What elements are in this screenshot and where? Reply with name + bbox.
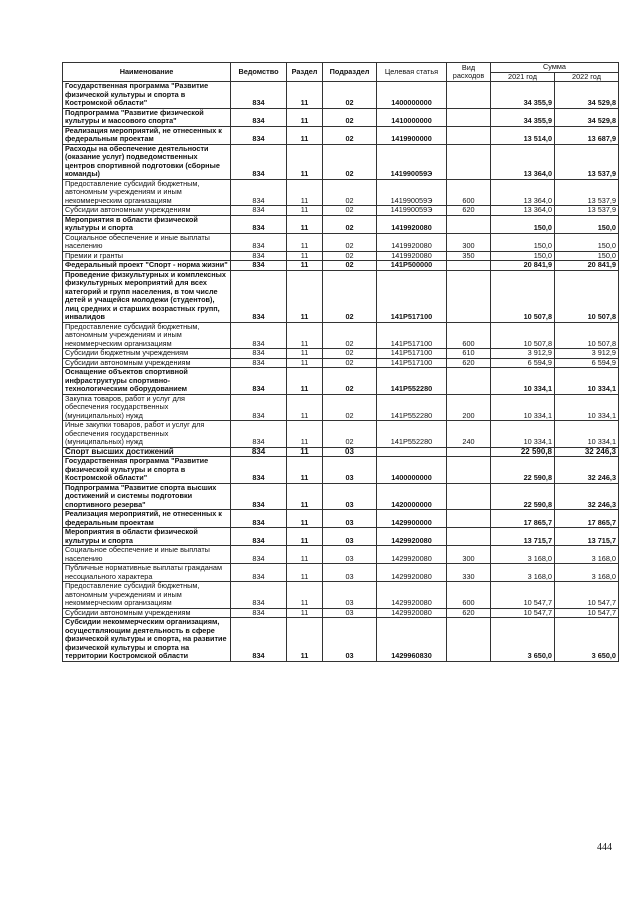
row-subsection: 03	[323, 510, 377, 528]
row-subsection: 03	[323, 582, 377, 609]
table-row	[63, 483, 619, 510]
table-row	[63, 206, 619, 216]
row-dept: 834	[231, 126, 287, 144]
row-dept: 834	[231, 270, 287, 322]
row-kind	[447, 108, 491, 126]
table-row	[63, 510, 619, 528]
row-sum-2021: 3 168,0	[491, 546, 555, 564]
page-number: 444	[597, 842, 612, 853]
row-sum-2021: 13 715,7	[491, 528, 555, 546]
row-kind: 620	[447, 206, 491, 216]
table-row	[63, 261, 619, 271]
row-dept: 834	[231, 144, 287, 179]
row-article: 1419920080	[377, 215, 447, 233]
row-name: Субсидии автономным учреждениям	[63, 206, 231, 216]
row-subsection: 02	[323, 322, 377, 349]
row-article	[377, 447, 447, 457]
row-subsection: 03	[323, 564, 377, 582]
row-article: 1420000000	[377, 483, 447, 510]
row-dept: 834	[231, 206, 287, 216]
row-article: 141P552280	[377, 421, 447, 448]
row-kind: 300	[447, 233, 491, 251]
row-sum-2022: 32 246,3	[555, 457, 619, 484]
table-row	[63, 457, 619, 484]
row-section: 11	[287, 483, 323, 510]
header-section: Раздел	[287, 63, 323, 82]
row-section: 11	[287, 108, 323, 126]
row-dept: 834	[231, 394, 287, 421]
row-name: Подпрограмма "Развитие физической культуры и массового спорта"	[63, 108, 231, 126]
row-subsection: 02	[323, 251, 377, 261]
row-name: Мероприятия в области физической культуры и спорта	[63, 215, 231, 233]
row-article: 141P517100	[377, 322, 447, 349]
row-section: 11	[287, 608, 323, 618]
budget-table	[62, 62, 619, 662]
header-year-2021: 2021 год	[491, 72, 555, 82]
row-article: 1429920080	[377, 528, 447, 546]
row-sum-2021: 3 168,0	[491, 564, 555, 582]
row-section: 11	[287, 349, 323, 359]
row-sum-2022: 6 594,9	[555, 358, 619, 368]
row-section: 11	[287, 546, 323, 564]
table-row	[63, 233, 619, 251]
row-article: 1429900000	[377, 510, 447, 528]
row-name: Закупка товаров, работ и услуг для обеспечения государственных (муниципальных) нужд	[63, 394, 231, 421]
row-sum-2021: 13 364,0	[491, 206, 555, 216]
row-subsection: 02	[323, 394, 377, 421]
row-name: Публичные нормативные выплаты гражданам несоциального характера	[63, 564, 231, 582]
row-subsection: 02	[323, 261, 377, 271]
table-row	[63, 322, 619, 349]
table-row	[63, 270, 619, 322]
row-article: 1429920080	[377, 546, 447, 564]
row-kind	[447, 447, 491, 457]
table-row	[63, 358, 619, 368]
table-row	[63, 421, 619, 448]
row-dept: 834	[231, 261, 287, 271]
row-section: 11	[287, 618, 323, 662]
row-subsection: 02	[323, 82, 377, 109]
row-subsection: 02	[323, 368, 377, 395]
row-kind: 240	[447, 421, 491, 448]
row-section: 11	[287, 582, 323, 609]
row-kind: 620	[447, 358, 491, 368]
row-dept: 834	[231, 322, 287, 349]
row-dept: 834	[231, 546, 287, 564]
header-sum: Сумма	[491, 63, 619, 73]
header-name: Наименование	[63, 63, 231, 82]
row-name: Предоставление субсидий бюджетным, автономным учреждениям и иным некоммерческим организациям	[63, 582, 231, 609]
row-section: 11	[287, 251, 323, 261]
row-name: Социальное обеспечение и иные выплаты населению	[63, 546, 231, 564]
table-row	[63, 608, 619, 618]
row-subsection: 02	[323, 421, 377, 448]
row-subsection: 03	[323, 608, 377, 618]
row-name: Субсидии автономным учреждениям	[63, 358, 231, 368]
row-kind: 200	[447, 394, 491, 421]
row-kind: 620	[447, 608, 491, 618]
row-sum-2022: 13 537,9	[555, 179, 619, 206]
row-sum-2022: 10 547,7	[555, 582, 619, 609]
row-section: 11	[287, 447, 323, 457]
table-row	[63, 108, 619, 126]
row-name: Подпрограмма "Развитие спорта высших достижений и системы подготовки спортивного резерва"	[63, 483, 231, 510]
row-sum-2021: 150,0	[491, 251, 555, 261]
row-sum-2022: 10 334,1	[555, 421, 619, 448]
row-dept: 834	[231, 179, 287, 206]
row-name: Реализация мероприятий, не отнесенных к федеральным проектам	[63, 126, 231, 144]
row-section: 11	[287, 144, 323, 179]
row-sum-2022: 3 168,0	[555, 564, 619, 582]
row-article: 141990059Э	[377, 179, 447, 206]
row-kind: 610	[447, 349, 491, 359]
row-sum-2021: 22 590,8	[491, 457, 555, 484]
row-subsection: 03	[323, 457, 377, 484]
row-sum-2022: 32 246,3	[555, 483, 619, 510]
row-section: 11	[287, 261, 323, 271]
table-row	[63, 564, 619, 582]
row-article: 141P517100	[377, 349, 447, 359]
table-body	[63, 82, 619, 662]
row-name: Проведение физкультурных и комплексных физкультурных мероприятий для всех категорий и групп населения, в том числе детей и учащейся молодежи (студентов), лиц средних и старших возрастных групп, инвалидов	[63, 270, 231, 322]
row-kind: 600	[447, 322, 491, 349]
row-sum-2022: 13 687,9	[555, 126, 619, 144]
row-subsection: 02	[323, 215, 377, 233]
row-sum-2021: 10 547,7	[491, 608, 555, 618]
row-sum-2022: 150,0	[555, 215, 619, 233]
row-kind	[447, 215, 491, 233]
row-dept: 834	[231, 251, 287, 261]
row-kind: 350	[447, 251, 491, 261]
row-sum-2022: 3 650,0	[555, 618, 619, 662]
row-sum-2022: 150,0	[555, 251, 619, 261]
row-article: 141P517100	[377, 270, 447, 322]
row-subsection: 02	[323, 206, 377, 216]
row-section: 11	[287, 270, 323, 322]
row-article: 1400000000	[377, 82, 447, 109]
row-name: Федеральный проект "Спорт - норма жизни"	[63, 261, 231, 271]
row-name: Субсидии бюджетным учреждениям	[63, 349, 231, 359]
row-sum-2022: 32 246,3	[555, 447, 619, 457]
row-article: 141990059Э	[377, 144, 447, 179]
row-article: 1429920080	[377, 564, 447, 582]
row-sum-2022: 10 547,7	[555, 608, 619, 618]
row-kind: 600	[447, 179, 491, 206]
table-row	[63, 349, 619, 359]
row-section: 11	[287, 179, 323, 206]
row-dept: 834	[231, 349, 287, 359]
table-row	[63, 368, 619, 395]
row-kind	[447, 144, 491, 179]
row-name: Оснащение объектов спортивной инфраструктуры спортивно-технологическим оборудованием	[63, 368, 231, 395]
row-dept: 834	[231, 483, 287, 510]
header-subsection: Подраздел	[323, 63, 377, 82]
row-dept: 834	[231, 368, 287, 395]
row-article: 1429920080	[377, 582, 447, 609]
row-sum-2021: 150,0	[491, 215, 555, 233]
row-article: 141P552280	[377, 394, 447, 421]
row-kind: 600	[447, 582, 491, 609]
row-sum-2022: 13 537,9	[555, 144, 619, 179]
header-year-2022: 2022 год	[555, 72, 619, 82]
row-sum-2021: 22 590,8	[491, 483, 555, 510]
row-sum-2022: 34 529,8	[555, 108, 619, 126]
row-subsection: 02	[323, 270, 377, 322]
row-kind: 330	[447, 564, 491, 582]
row-section: 11	[287, 215, 323, 233]
row-sum-2021: 34 355,9	[491, 108, 555, 126]
row-dept: 834	[231, 215, 287, 233]
row-sum-2022: 10 507,8	[555, 270, 619, 322]
row-section: 11	[287, 126, 323, 144]
row-sum-2022: 13 537,9	[555, 206, 619, 216]
row-kind	[447, 368, 491, 395]
row-sum-2021: 13 364,0	[491, 179, 555, 206]
row-name: Расходы на обеспечение деятельности (оказание услуг) подведомственных центров спортивной подготовки (сборные команды)	[63, 144, 231, 179]
row-name: Социальное обеспечение и иные выплаты населению	[63, 233, 231, 251]
row-sum-2022: 17 865,7	[555, 510, 619, 528]
row-sum-2021: 13 514,0	[491, 126, 555, 144]
row-name: Субсидии автономным учреждениям	[63, 608, 231, 618]
row-name: Спорт высших достижений	[63, 447, 231, 457]
row-subsection: 03	[323, 618, 377, 662]
row-article: 1400000000	[377, 457, 447, 484]
table-row	[63, 251, 619, 261]
table-row	[63, 394, 619, 421]
row-dept: 834	[231, 108, 287, 126]
row-kind	[447, 528, 491, 546]
row-dept: 834	[231, 582, 287, 609]
row-subsection: 02	[323, 349, 377, 359]
row-sum-2022: 10 334,1	[555, 368, 619, 395]
row-sum-2021: 10 507,8	[491, 270, 555, 322]
row-subsection: 02	[323, 358, 377, 368]
table-header	[63, 63, 619, 82]
row-section: 11	[287, 368, 323, 395]
row-dept: 834	[231, 564, 287, 582]
row-dept: 834	[231, 457, 287, 484]
row-section: 11	[287, 528, 323, 546]
row-sum-2021: 10 507,8	[491, 322, 555, 349]
header-kind: Вид расходов	[447, 63, 491, 82]
row-dept: 834	[231, 618, 287, 662]
row-sum-2022: 13 715,7	[555, 528, 619, 546]
row-dept: 834	[231, 447, 287, 457]
row-name: Реализация мероприятий, не отнесенных к федеральным проектам	[63, 510, 231, 528]
row-section: 11	[287, 82, 323, 109]
row-sum-2022: 150,0	[555, 233, 619, 251]
row-name: Иные закупки товаров, работ и услуг для обеспечения государственных (муниципальных) нужд	[63, 421, 231, 448]
table-row	[63, 179, 619, 206]
row-subsection: 02	[323, 144, 377, 179]
row-sum-2022: 10 334,1	[555, 394, 619, 421]
row-kind	[447, 457, 491, 484]
row-name: Предоставление субсидий бюджетным, автономным учреждениям и иным некоммерческим организациям	[63, 322, 231, 349]
row-dept: 834	[231, 510, 287, 528]
row-article: 141P552280	[377, 368, 447, 395]
row-sum-2021: 10 334,1	[491, 421, 555, 448]
row-dept: 834	[231, 528, 287, 546]
row-name: Государственная программа "Развитие физической культуры и спорта в Костромской области"	[63, 457, 231, 484]
row-sum-2021: 150,0	[491, 233, 555, 251]
row-section: 11	[287, 564, 323, 582]
row-sum-2021: 10 334,1	[491, 368, 555, 395]
row-name: Мероприятия в области физической культуры и спорта	[63, 528, 231, 546]
row-sum-2022: 3 168,0	[555, 546, 619, 564]
row-article: 1419900000	[377, 126, 447, 144]
row-dept: 834	[231, 233, 287, 251]
row-subsection: 02	[323, 179, 377, 206]
row-kind	[447, 261, 491, 271]
row-name: Премии и гранты	[63, 251, 231, 261]
row-kind	[447, 82, 491, 109]
table-row	[63, 82, 619, 109]
table-row	[63, 126, 619, 144]
row-section: 11	[287, 358, 323, 368]
document-page	[62, 62, 618, 662]
row-kind	[447, 270, 491, 322]
row-section: 11	[287, 206, 323, 216]
row-article: 1419920080	[377, 251, 447, 261]
row-name: Предоставление субсидий бюджетным, автономным учреждениям и иным некоммерческим организациям	[63, 179, 231, 206]
row-sum-2021: 17 865,7	[491, 510, 555, 528]
row-article: 141P517100	[377, 358, 447, 368]
row-article: 1419920080	[377, 233, 447, 251]
row-dept: 834	[231, 421, 287, 448]
row-sum-2022: 20 841,9	[555, 261, 619, 271]
header-article: Целевая статья	[377, 63, 447, 82]
row-subsection: 03	[323, 447, 377, 457]
row-kind	[447, 510, 491, 528]
row-section: 11	[287, 510, 323, 528]
row-sum-2021: 3 650,0	[491, 618, 555, 662]
row-dept: 834	[231, 608, 287, 618]
row-section: 11	[287, 421, 323, 448]
row-article: 1429960830	[377, 618, 447, 662]
row-section: 11	[287, 457, 323, 484]
row-kind: 300	[447, 546, 491, 564]
row-sum-2021: 22 590,8	[491, 447, 555, 457]
header-dept: Ведомство	[231, 63, 287, 82]
row-sum-2022: 10 507,8	[555, 322, 619, 349]
row-kind	[447, 483, 491, 510]
row-name: Субсидии некоммерческим организациям, осуществляющим деятельность в сфере физической культуры и спорта, на развитие физической культуры и спорта на территории Костромской области	[63, 618, 231, 662]
row-article: 141P500000	[377, 261, 447, 271]
row-sum-2021: 34 355,9	[491, 82, 555, 109]
row-section: 11	[287, 322, 323, 349]
row-subsection: 03	[323, 528, 377, 546]
row-article: 1410000000	[377, 108, 447, 126]
table-row	[63, 546, 619, 564]
row-sum-2022: 3 912,9	[555, 349, 619, 359]
row-sum-2021: 10 334,1	[491, 394, 555, 421]
row-section: 11	[287, 233, 323, 251]
row-dept: 834	[231, 358, 287, 368]
row-kind	[447, 618, 491, 662]
row-subsection: 02	[323, 126, 377, 144]
row-sum-2022: 34 529,8	[555, 82, 619, 109]
row-sum-2021: 6 594,9	[491, 358, 555, 368]
table-row	[63, 447, 619, 457]
row-subsection: 02	[323, 233, 377, 251]
table-row	[63, 144, 619, 179]
row-sum-2021: 13 364,0	[491, 144, 555, 179]
row-sum-2021: 3 912,9	[491, 349, 555, 359]
row-name: Государственная программа "Развитие физической культуры и спорта в Костромской области"	[63, 82, 231, 109]
row-subsection: 02	[323, 108, 377, 126]
table-row	[63, 215, 619, 233]
table-row	[63, 582, 619, 609]
table-row	[63, 528, 619, 546]
table-row	[63, 618, 619, 662]
row-subsection: 03	[323, 546, 377, 564]
row-article: 141990059Э	[377, 206, 447, 216]
row-section: 11	[287, 394, 323, 421]
row-dept: 834	[231, 82, 287, 109]
row-kind	[447, 126, 491, 144]
row-article: 1429920080	[377, 608, 447, 618]
row-sum-2021: 20 841,9	[491, 261, 555, 271]
row-sum-2021: 10 547,7	[491, 582, 555, 609]
row-subsection: 03	[323, 483, 377, 510]
